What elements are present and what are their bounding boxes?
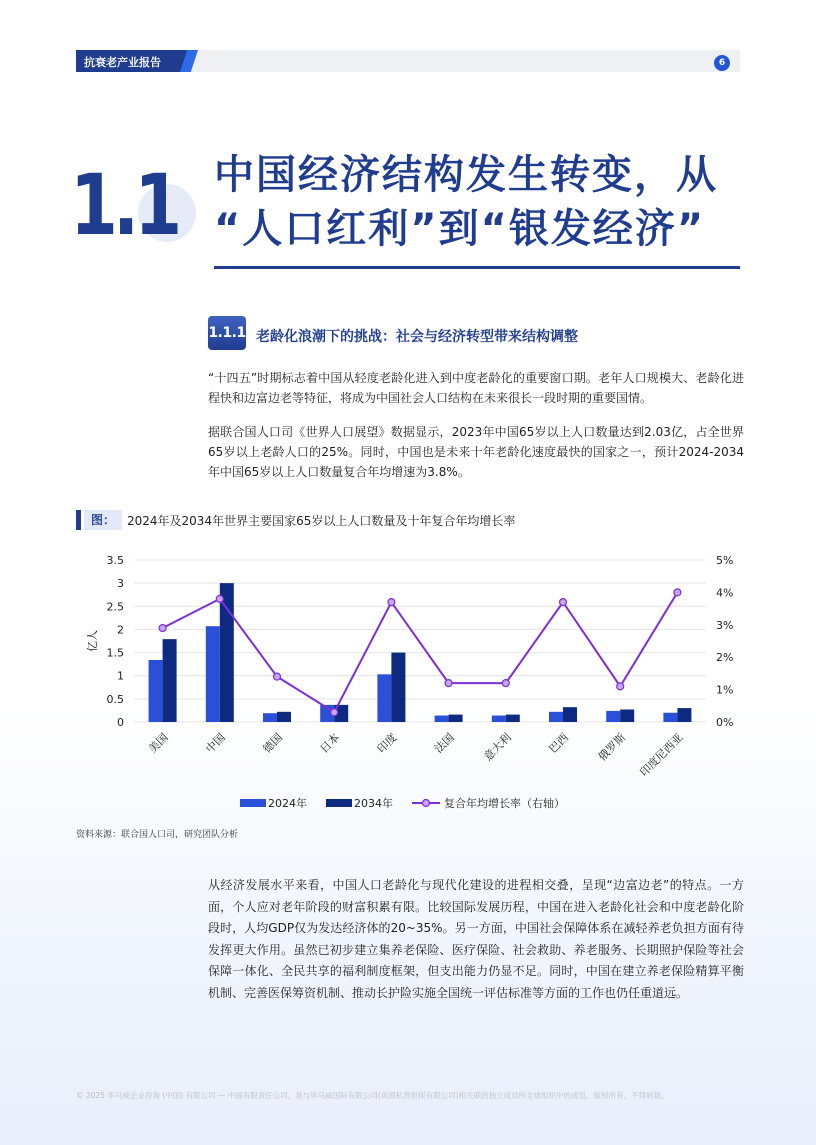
report-name: 抗衰老产业报告 xyxy=(84,56,161,69)
growth-rate-point xyxy=(560,599,567,606)
bar-2024 xyxy=(206,626,220,722)
y-right-tick-label: 4% xyxy=(716,586,734,600)
category-label: 印度 xyxy=(374,730,400,756)
page-number: 6 xyxy=(714,55,730,71)
growth-rate-point xyxy=(502,680,509,687)
legend-label: 复合年均增长率（右轴） xyxy=(444,797,565,810)
y-left-tick-label: 0 xyxy=(117,716,124,729)
category-label: 意大利 xyxy=(481,730,514,764)
paragraph-2: 据联合国人口司《世界人口展望》数据显示，2023年中国65岁以上人口数量达到2.03亿，占全世界65岁以上老龄人口的25%。同时，中国也是未来十年老龄化速度最快的国家之一，预计2024-2034年中国65岁以上人口数量复合年均增速为3.8%。 xyxy=(208,425,744,479)
category-label: 俄罗斯 xyxy=(595,730,629,764)
legend-label: 2024年 xyxy=(268,797,307,810)
category-label: 中国 xyxy=(203,730,228,756)
subsection-title: 老龄化浪潮下的挑战：社会与经济转型带来结构调整 xyxy=(256,329,578,345)
page-title-line1: 中国经济结构发生转变，从 xyxy=(214,152,718,198)
bar-2034 xyxy=(449,715,463,722)
legend-line-marker xyxy=(423,800,430,807)
growth-rate-point xyxy=(674,589,681,596)
y-right-tick-label: 5% xyxy=(716,554,734,567)
bar-2034 xyxy=(563,707,577,722)
y-right-tick-label: 3% xyxy=(716,618,734,632)
y-axis-label: 亿人 xyxy=(86,630,99,652)
bar-2034 xyxy=(163,639,177,722)
bar-2024 xyxy=(263,713,277,722)
bar-2024 xyxy=(377,674,391,722)
growth-rate-point xyxy=(159,625,166,632)
category-label: 巴西 xyxy=(546,730,572,756)
footer-copyright: © 2025 毕马威企业咨询 (中国) 有限公司 — 中国有限责任公司，是与毕马威国际有限公司(英国私营担保有限公司)相关联的独立成员所全球组织中的成员。版权所有，不得转载。 xyxy=(76,1091,669,1100)
growth-rate-point xyxy=(216,595,223,602)
bar-2034 xyxy=(220,583,234,722)
bar-2034 xyxy=(391,653,405,722)
growth-rate-point xyxy=(445,680,452,687)
figure-title: 2024年及2034年世界主要国家65岁以上人口数量及十年复合年均增长率 xyxy=(127,514,516,528)
category-label: 印度尼西亚 xyxy=(637,730,686,780)
bar-2024 xyxy=(606,711,620,722)
y-left-tick-label: 3 xyxy=(117,577,124,591)
subsection-number: 1.1.1 xyxy=(208,316,246,350)
y-left-tick-label: 1.5 xyxy=(106,646,124,660)
bar-2024 xyxy=(663,713,677,722)
category-label: 美国 xyxy=(145,730,171,756)
bar-2034 xyxy=(677,708,691,722)
growth-rate-point xyxy=(388,599,395,606)
chart xyxy=(76,540,756,830)
section-number-block xyxy=(68,156,188,260)
y-right-tick-label: 2% xyxy=(716,651,734,665)
category-label: 日本 xyxy=(317,730,343,756)
page-title-line2: “人口红利”到“银发经济” xyxy=(214,206,706,252)
y-right-tick-label: 0% xyxy=(716,716,734,729)
bar-2034 xyxy=(506,715,520,722)
growth-rate-point xyxy=(617,683,624,690)
y-right-tick-label: 1% xyxy=(716,683,734,697)
title-divider xyxy=(214,266,740,269)
bar-2034 xyxy=(277,712,291,722)
page-title xyxy=(214,148,744,256)
growth-rate-point xyxy=(274,673,281,680)
legend-swatch xyxy=(326,799,352,807)
figure-source: 资料来源：联合国人口司，研究团队分析 xyxy=(76,830,239,840)
figure-tag: 图： xyxy=(84,510,122,530)
paragraph-3: 从经济发展水平来看，中国人口老龄化与现代化建设的进程相交叠，呈现“边富边老”的特点。一方面，个人应对老年阶段的财富积累有限。比较国际发展历程，中国在进入老龄化社会和中度老龄化阶段时，人均GDP仅为发达经济体的20~35%。另一方面，中国社会保障体系在减轻养老负担方面有待发挥更大作用。虽然已初步建立集养老保险、医疗保险、社会救助、养老服务、长期照护保险等社会保障一体化、全民共享的福利制度框架，但支出能力仍显不足。同时，中国在建立养老保险精算平衡机制、完善医保筹资机制、推动长护险实施全国统一评估标准等方面的工作也仍任重道远。 xyxy=(208,878,744,1000)
legend-label: 2034年 xyxy=(354,797,393,810)
y-left-tick-label: 3.5 xyxy=(106,554,124,567)
bar-2024 xyxy=(492,716,506,722)
category-label: 法国 xyxy=(431,730,457,756)
bar-2034 xyxy=(620,710,634,722)
figure-marker xyxy=(76,510,81,530)
category-label: 德国 xyxy=(260,730,286,756)
bar-2024 xyxy=(149,660,163,722)
bar-2024 xyxy=(435,716,449,722)
paragraph-1: “十四五”时期标志着中国从轻度老龄化进入到中度老龄化的重要窗口期。老年人口规模大、老龄化进程快和边富边老等特征，将成为中国社会人口结构在未来很长一段时期的重要国情。 xyxy=(208,371,744,405)
y-left-tick-label: 2.5 xyxy=(106,600,124,614)
legend-swatch xyxy=(240,799,266,807)
y-left-tick-label: 1 xyxy=(117,669,124,683)
y-left-tick-label: 2 xyxy=(117,623,124,637)
bar-2024 xyxy=(549,712,563,722)
growth-rate-point xyxy=(331,709,338,716)
y-left-tick-label: 0.5 xyxy=(106,692,124,706)
section-number: 1.1 xyxy=(70,156,178,254)
